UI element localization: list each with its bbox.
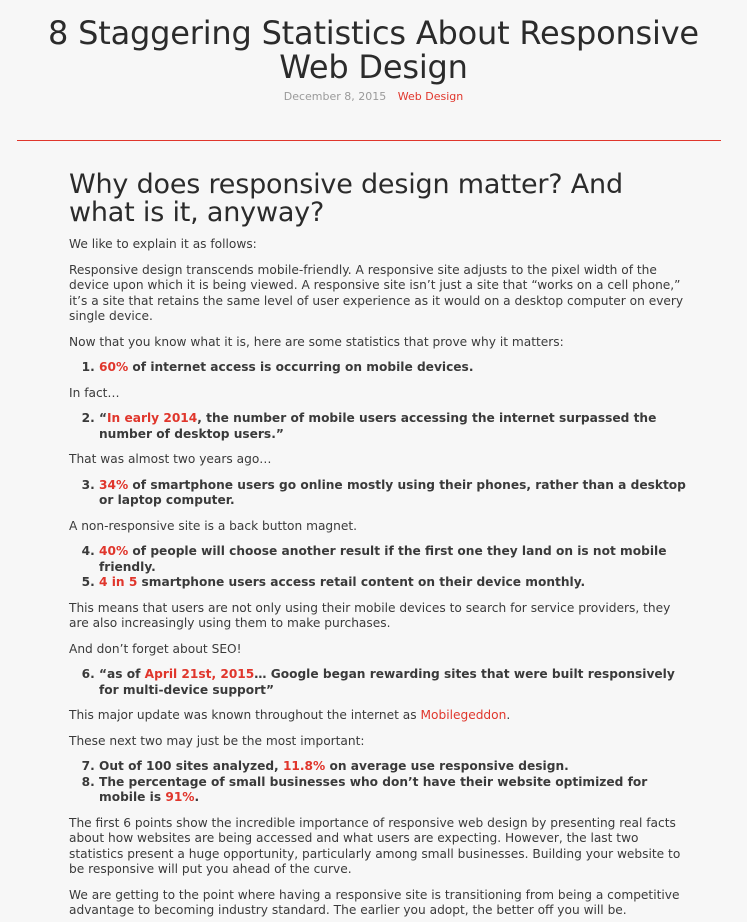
stat-item-1: 1. 60% of internet access is occurring on mobile devices.: [99, 360, 687, 376]
stat-item-6: 6. “as of April 21st, 2015… Google began rewarding sites that were built responsively for multi-device support”: [99, 667, 687, 698]
article-heading: Why does responsive design matter? And what is it, anyway?: [69, 169, 623, 228]
stat-item-3: 3. 34% of smartphone users go online mostly using their phones, rather than a desktop or laptop computer.: [99, 478, 687, 509]
paragraph-closing: We are getting to the point where having a responsive site is transitioning from being a competitive advantage to becoming industry standard. The earlier you adopt, the better off you will be.: [69, 887, 680, 917]
stat-list-3: [69, 478, 687, 509]
stat-highlight: 11.8%: [282, 759, 326, 773]
stat-item-2: 2. “In early 2014, the number of mobile users accessing the internet surpassed the number of desktop users.”: [99, 411, 687, 442]
paragraph-seo: And don’t forget about SEO!: [69, 641, 242, 656]
stat-list-4: [69, 544, 687, 591]
stat-highlight: 40%: [99, 544, 129, 558]
stat-item-4: 4. 40% of people will choose another result if the first one they land on is not mobile friendly.: [99, 544, 687, 575]
paragraph-summary: The first 6 points show the incredible importance of responsive web design by presenting real facts about how websites are being accessed and what users are expecting. However, the last two statistics present a huge opportunity, particularly among small businesses. Building your website to be responsive will put you ahead of the curve.: [69, 815, 681, 876]
stat-item-8: 8. The percentage of small businesses who don’t have their website optimized for mobile is 91%.: [99, 775, 687, 806]
stat-highlight: 34%: [99, 477, 129, 492]
paragraph-next-two: These next two may just be the most important:: [69, 733, 365, 748]
stat-highlight: 60%: [99, 360, 129, 374]
stat-list-2: [69, 411, 687, 442]
paragraph-intro: We like to explain it as follows:: [69, 237, 257, 251]
paragraph-purchases: This means that users are not only using their mobile devices to search for service providers, they are also increasingly using them to make purchases.: [69, 600, 671, 630]
post-title: 8 Staggering Statistics About Responsive Web Design: [48, 14, 699, 86]
header-divider: [17, 140, 721, 141]
mobilegeddon-link[interactable]: Mobilegeddon: [420, 708, 507, 722]
paragraph-in-fact: In fact…: [69, 385, 120, 400]
stat-item-5: 5. 4 in 5 smartphone users access retail content on their device monthly.: [99, 575, 687, 591]
stat-highlight: April 21st, 2015: [144, 667, 255, 681]
paragraph-lead-in: Now that you know what it is, here are some statistics that prove why it matters:: [69, 334, 564, 349]
stat-highlight: 4 in 5: [99, 575, 138, 589]
category-link[interactable]: Web Design: [397, 90, 464, 103]
stat-list-1: [69, 360, 687, 376]
stat-highlight: 91%: [165, 790, 195, 804]
paragraph-two-years: That was almost two years ago…: [69, 452, 272, 466]
stat-highlight: In early 2014: [107, 411, 198, 425]
paragraph-back-button: A non-responsive site is a back button magnet.: [69, 518, 358, 533]
paragraph-update: This major update was known throughout the internet as Mobilegeddon.: [69, 708, 511, 722]
stat-list-7: [69, 759, 687, 806]
post-date: December 8, 2015: [283, 90, 387, 103]
article-body: [69, 171, 687, 919]
stat-list-6: [69, 667, 687, 698]
post-meta: [0, 90, 747, 103]
paragraph-definition: Responsive design transcends mobile-friendly. A responsive site adjusts to the pixel width of the device upon which it is being viewed. A responsive site isn’t just a site that “works on a cell phone,” it’s a site that retains the same level of user experience as it would on a desktop computer on every single device.: [69, 262, 684, 323]
post-header: [0, 0, 747, 103]
stat-item-7: 7. Out of 100 sites analyzed, 11.8% on average use responsive design.: [99, 759, 687, 775]
